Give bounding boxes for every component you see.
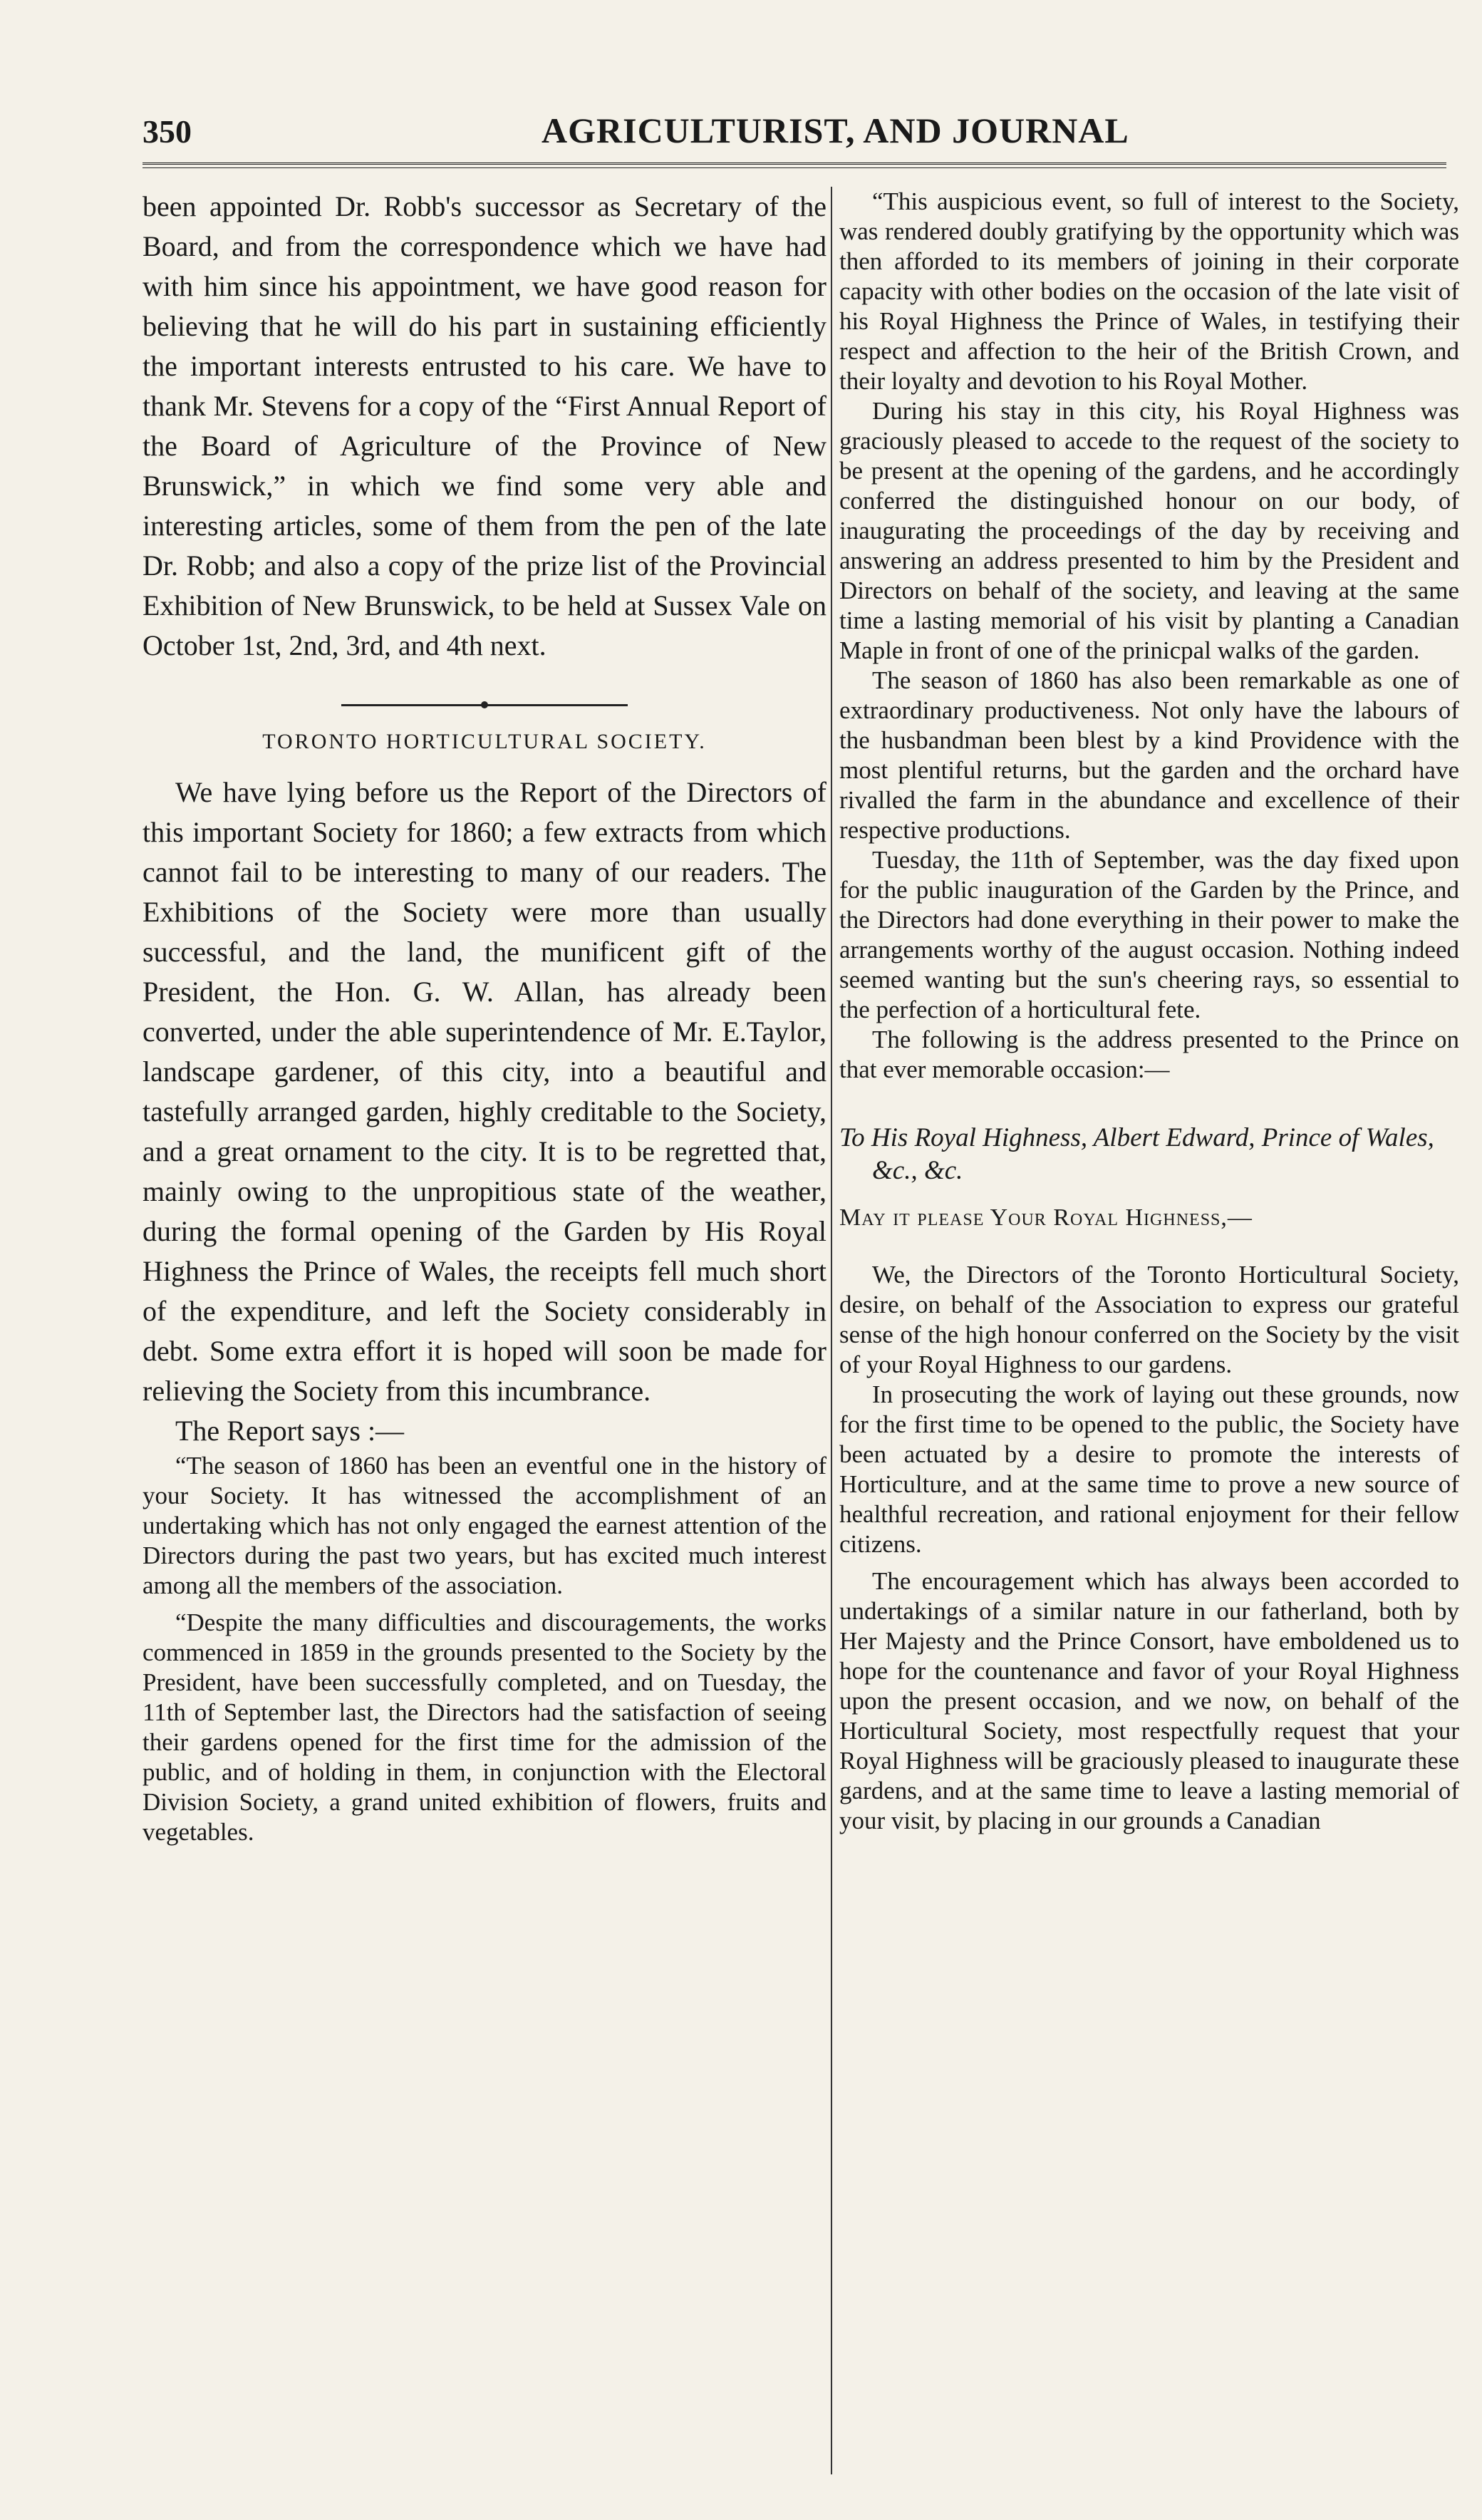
paragraph-report-intro: We have lying before us the Report of the Directors of this important Society for 1860; a few extracts from which cannot fail to be interesting to many of our readers. The Exhibitions of the Society were more than usually successful, and the land, the munificent gift of the President, the Hon. G. W. Allan, has already been converted, under the able superintendence of Mr. E.Taylor, landscape gardener, of this city, into a beautiful and tastefully arranged garden, highly creditable to the Society, and a great ornament to the city. It is to be regretted that, mainly owing to the unpropitious state of the weather, during the formal opening of the Garden by His Royal Highness the Prince of Wales, the receipts fell much short of the expenditure, and left the Society considerably in debt. Some extra effort it is hoped will soon be made for relieving the Society from this incumbrance. xyxy=(142,776,826,1407)
quote-paragraph-4: During his stay in this city, his Royal Highness was graciously pleased to accede to the request of the society to be present at the opening of the gardens, and he accordingly conferred the distinguished honour on our body, of inaugurating the proceedings of the day by receiving and answering an address presented to him by the President and Directors on behalf of the society, and leaving at the same time a lasting memorial of his visit by planting a Canadian Maple in front of one of the prinicpal walks of the garden. xyxy=(839,397,1459,664)
column-divider xyxy=(831,187,832,2474)
right-column xyxy=(839,187,1459,2496)
quote-paragraph-6: Tuesday, the 11th of September, was the day fixed upon for the public inauguration of the Garden by the Prince, and the Directors had done everything in their power to make the arrangements worthy of the august occasion. Nothing indeed seemed wanting but the sun's cheering rays, so essential to the perfection of a horticultural fete. xyxy=(839,846,1459,1023)
page-header xyxy=(142,107,1439,164)
address-paragraph-1: We, the Directors of the Toronto Horticultural Society, desire, on behalf of the Association to express our grateful sense of the high honour conferred on the Society by the visit of your Royal Highness to our gardens. xyxy=(839,1261,1459,1378)
quote-paragraph-3: “This auspicious event, so full of interest to the Society, was rendered doubly gratifying by the opportunity which was then afforded to its members of joining in their corporate capacity with other bodies on the occasion of the late visit of his Royal Highness the Prince of Wales, in testifying their respect and affection to the heir of the British Crown, and their loyalty and devotion to his Royal Mother. xyxy=(839,187,1459,395)
left-column xyxy=(142,187,826,2496)
address-paragraph-3: The encouragement which has always been accorded to undertakings of a similar nature in our fatherland, both by Her Majesty and the Prince Consort, have emboldened us to hope for the countenance and favor of your Royal Highness upon the present occasion, and we now, on behalf of the Horticultural Society, most respectfully request that your Royal Highness will be graciously pleased to inaugurate these gardens, and at the same time to leave a lasting memorial of your visit, by placing in our grounds a Canadian xyxy=(839,1567,1459,1834)
quote-paragraph-1: “The season of 1860 has been an eventful one in the history of your Society. It has witnessed the accomplishment of an undertaking which has not only engaged the earnest attention of the Directors during the past two years, but has excited much interest among all the members of the association. xyxy=(142,1452,826,1599)
address-paragraph-2: In prosecuting the work of laying out these grounds, now for the first time to be opened to the public, the Society have been actuated by a desire to promote the interests of Horticulture, and at the same time to prove a new source of healthful recreation, and rational enjoyment for their fellow citizens. xyxy=(839,1380,1459,1558)
section-divider xyxy=(142,698,826,713)
page-title: AGRICULTURIST, AND JOURNAL xyxy=(542,110,1129,150)
paragraph-report-says: The Report says :— xyxy=(175,1415,405,1447)
quote-paragraph-5: The season of 1860 has also been remarkable as one of extraordinary productiveness. Not only have the labours of the husbandman been blest by a kind Providence with the most plentiful returns, but the garden and the orchard have rivalled the farm in the abundance and excellence of their respective productions. xyxy=(839,666,1459,844)
section-heading: TORONTO HORTICULTURAL SOCIETY. xyxy=(262,730,707,753)
address-heading: To His Royal Highness, Albert Edward, Prince of Wales, &c., &c. xyxy=(839,1123,1434,1185)
quote-paragraph-7: The following is the address presented to the Prince on that ever memorable occasion:— xyxy=(839,1026,1459,1083)
page-number: 350 xyxy=(142,113,192,150)
header-rule xyxy=(142,162,1446,168)
paragraph-intro: been appointed Dr. Robb's successor as Secretary of the Board, and from the correspondence which we have had with him since his appointment, we have good reason for believing that he will do his part in sustaining efficiently the important interests entrusted to his care. We have to thank Mr. Stevens for a copy of the “First Annual Report of the Board of Agriculture of the Province of New Brunswick,” in which we find some very able and interesting articles, some of them from the pen of the late Dr. Robb; and also a copy of the prize list of the Provincial Exhibition of New Brunswick, to be held at Sussex Vale on October 1st, 2nd, 3rd, and 4th next. xyxy=(142,190,826,661)
salutation: May it please Your Royal Highness,— xyxy=(839,1204,1253,1231)
quote-paragraph-2: “Despite the many difficulties and discouragements, the works commenced in 1859 in the grounds presented to the Society by the President, have been successfully completed, and on Tuesday, the 11th of September last, the Directors had the satisfaction of seeing their gardens opened for the first time for the admission of the public, and of holding in them, in conjunction with the Electoral Division Society, a grand united exhibition of flowers, fruits and vegetables. xyxy=(142,1608,826,1846)
